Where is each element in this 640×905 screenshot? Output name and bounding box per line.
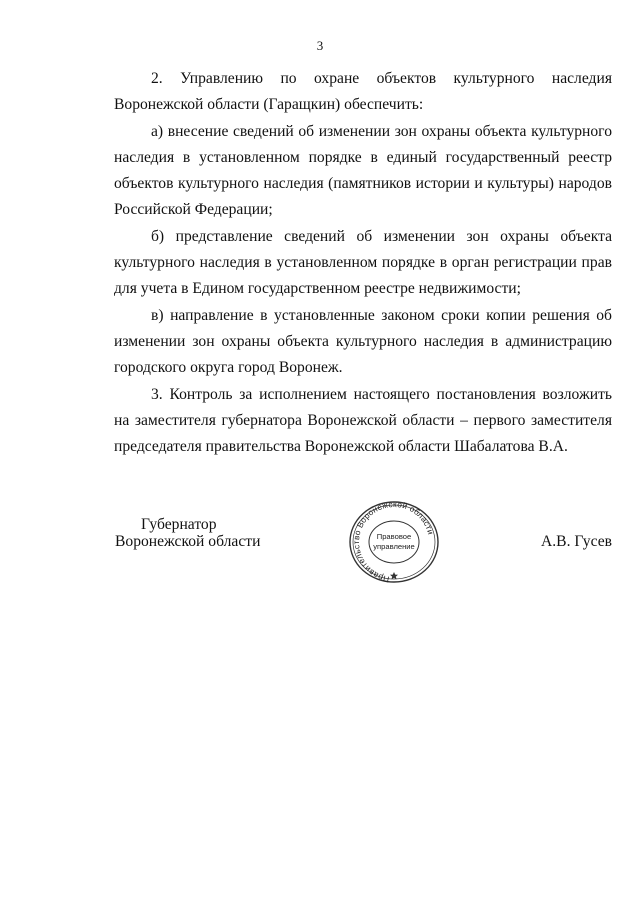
paragraph-2b: б) представление сведений об изменении зон охраны объекта культурного наследия в установленном порядке в орган регистрации прав для учета в Едином государственном реестре недвижимости;: [114, 227, 612, 298]
seal-outer-text: Правительство Воронежской области: [351, 499, 436, 584]
paragraph-2a: а) внесение сведений об изменении зон охраны объекта культурного наследия в установленном порядке в единый государственный реестр объектов культурного наследия (памятников истории и культуры) народов Российской Федерации;: [114, 122, 612, 219]
seal-star-icon: [390, 572, 398, 579]
paragraph-2: 2. Управлению по охране объектов культурного наследия Воронежской области (Гаращкин) обеспечить:: [114, 70, 612, 114]
page-number: 3: [316, 38, 324, 53]
document-body: [114, 66, 612, 460]
signatory-title-line2: Воронежской области: [115, 533, 261, 550]
seal-inner-line1: Правовое: [376, 532, 412, 541]
official-seal-stamp: [344, 497, 444, 585]
signatory-title-line1: Губернатор: [141, 516, 217, 533]
seal-inner-line2: управление: [373, 542, 415, 551]
signatory-name: А.В. Гусев: [541, 533, 612, 550]
paragraph-3: 3. Контроль за исполнением настоящего постановления возложить на заместителя губернатора Воронежской области – первого заместителя председателя правительства Воронежской области Шабалатова В.А.: [114, 385, 612, 456]
paragraph-2v: в) направление в установленные законом сроки копии решения об изменении зон охраны объекта культурного наследия в администрацию городского округа город Воронеж.: [114, 306, 612, 377]
